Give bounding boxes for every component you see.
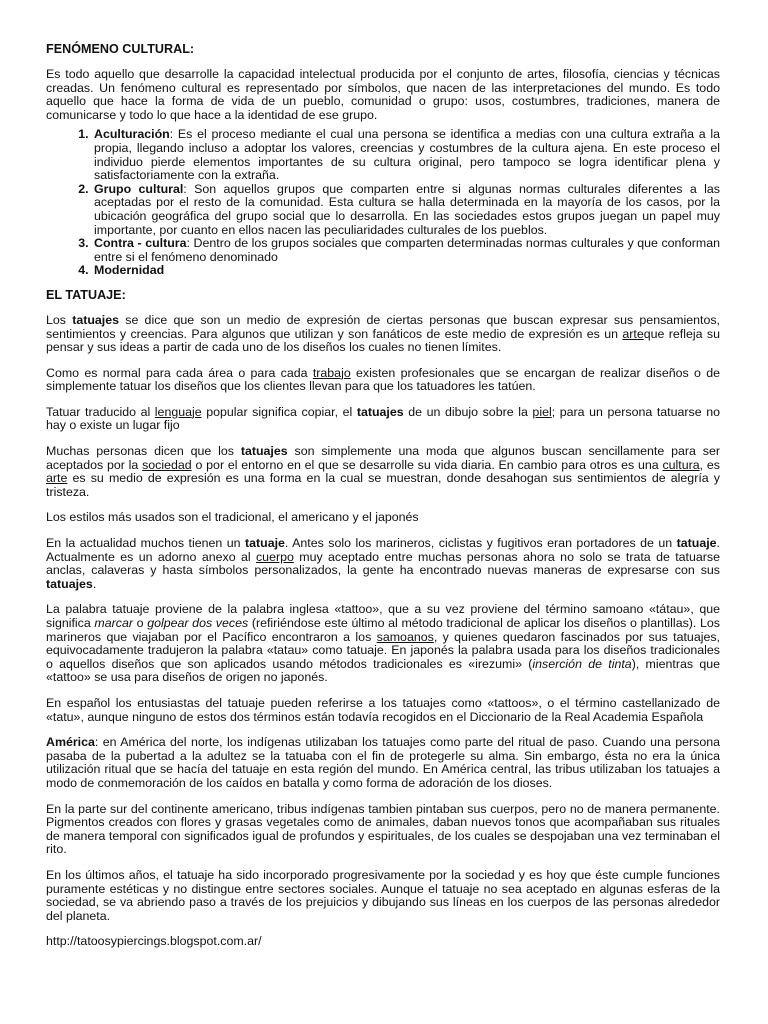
link-sociedad[interactable]: sociedad	[142, 457, 192, 472]
link-lenguaje[interactable]: lenguaje	[154, 404, 202, 419]
link-piel[interactable]: piel	[532, 404, 552, 419]
list-item	[92, 183, 720, 237]
text-run: . Antes solo los marineros, ciclistas y fugitivos eran portadores de un	[284, 536, 677, 551]
paragraph-2	[46, 367, 720, 394]
text-run: Los	[46, 312, 73, 327]
text-run: es su medio de expresión es una forma en la cual se muestran, donde desahogan sus sentimientos de alegría y tristeza.	[46, 471, 720, 499]
definition-list	[46, 128, 720, 278]
bold-term: América	[46, 735, 95, 750]
text-run: : en América del norte, los indígenas utilizaban los tatuajes como parte del ritual de paso. Cuando una persona pasaba de la pubertad a la adultez se la tatuaba con el fin de protegerle su alma. Sin embargo, ésta no era la única utilización ritual que se hacía del tatuaje en esta región del mundo. En América central, las tribus utilizaban los tatuajes a modo de conmemoración de los caídos en batalla y como forma de adoración de los dioses.	[46, 735, 720, 790]
text-run: ; para un persona tatuarse no hay o existe un lugar fijo	[46, 404, 720, 433]
section-title-el-tatuaje: EL TATUAJE:	[46, 287, 126, 302]
bold-term: tatuajes	[356, 404, 404, 419]
paragraph-4	[46, 445, 720, 499]
paragraph-11: En los últimos años, el tatuaje ha sido incorporado progresivamente por la sociedad y es hoy que éste cumple funciones puramente estéticas y no distingue entre sectores sociales. Aunque el tatuaje no sea aceptado en algunas esferas de la sociedad, se va abriendo paso a través de los prejuicios y dibujando sus líneas en los cuerpos de las personas alrededor del planeta.	[46, 867, 720, 923]
list-term: Modernidad	[94, 263, 165, 278]
section-title-fenomeno-cultural: FENÓMENO CULTURAL:	[46, 42, 195, 56]
text-run: de un dibujo sobre la	[403, 404, 533, 419]
paragraph-8: En español los entusiastas del tatuaje pueden referirse a los tatuajes como «tattoos», o el término castellanizado de «tatu», aunque ninguno de estos dos términos están todavía recogidos en el Diccionario de la Real Academia Española	[46, 695, 720, 724]
bold-term: tatuajes	[240, 444, 288, 459]
text-run: , es	[699, 457, 720, 472]
list-text: : Dentro de los grupos sociales que comparten determinadas normas culturales y que conforman entre si el fenómeno denominado	[94, 236, 721, 264]
link-arte-2[interactable]: arte	[46, 471, 68, 486]
text-run: popular significa copiar, el	[201, 404, 357, 419]
source-link[interactable]: http://tatoosypiercings.blogspot.com.ar/	[46, 934, 262, 949]
text-run: se dice que son un medio de expresión de ciertas personas que buscan expresar sus pensamientos, sentimientos y creencias. Para algunos que utilizan y son fanáticos de este medio de expresión es un	[46, 312, 720, 341]
list-item	[92, 128, 720, 182]
link-cuerpo[interactable]: cuerpo	[255, 549, 294, 564]
list-term: Grupo cultural	[94, 181, 184, 196]
paragraph-9	[46, 736, 720, 790]
list-term: Contra - cultura	[94, 236, 187, 251]
text-run: Como es normal para cada área o para cada	[46, 365, 313, 380]
bold-term: tatuajes	[72, 312, 120, 327]
list-text: : Es el proceso mediante el cual una persona se identifica a medias con una cultura extraña a la propia, llegando incluso a adoptar los valores, creencias y costumbres de la cultura ajena. En este proceso el individuo pierde elementos importantes de su cultura original, pero tampoco se logra identificar plena y satisfactoriamente con la extraña.	[94, 127, 720, 183]
italic-term: golpear dos veces	[147, 616, 249, 630]
paragraph-10: En la parte sur del continente americano, tribus indígenas tambien pintaban sus cuerpos, pero no de manera permanente. Pigmentos creados con flores y grasas vegetales como de animales, daban nuevos tonos que acompañaban sus rituales de manera temporal con significados igual de profundos y espirituales, de los cuales se despojaban una vez terminaban el rito.	[46, 801, 720, 857]
text-run: Muchas personas dicen que los	[46, 444, 241, 459]
paragraph-7	[46, 603, 720, 685]
paragraph-intro: Es todo aquello que desarrolle la capacidad intelectual producida por el conjunto de artes, filosofía, ciencias y técnicas creadas. Un fenómeno cultural es representado por símbolos, que nacen de las interpretaciones del mundo. Es todo aquello que hace la forma de vida de un pueblo, comunidad o grupo: usos, costumbres, tradiciones, manera de comunicarse y todo lo que hace a la identidad de ese grupo.	[46, 67, 720, 122]
text-run: En la actualidad muchos tienen un	[46, 536, 245, 551]
text-run: o	[132, 616, 148, 630]
text-run: existen profesionales que se encargan de realizar diseños o de simplemente tatuar los diseños que los clientes llevan para que los tatuadores les tatúen.	[46, 365, 720, 394]
italic-term: marcar	[94, 616, 133, 630]
bold-term: tatuaje	[244, 536, 285, 551]
link-cultura[interactable]: cultura	[662, 457, 700, 472]
paragraph-1	[46, 314, 720, 355]
text-run: son simplemente una moda que algunos buscan sencillamente para ser aceptados por la	[46, 444, 720, 472]
paragraph-5: Los estilos más usados son el tradicional, el americano y el japonés	[46, 510, 419, 525]
text-run: . Actualmente es un adorno anexo al	[46, 536, 720, 564]
list-text: : Son aquellos grupos que comparten entre si algunas normas culturales diferentes a las aceptadas por el resto de la comunidad. Esta cultura se halla determinada en la mayoría de los casos, por la ubicación geográfica del grupo social que lo desarrolla. En las sociedades estos grupos juegan un papel muy importante, por cuanto en ellos nacen las peculiaridades culturales de los pueblos.	[94, 181, 720, 237]
text-run: La palabra tatuaje proviene de la palabra inglesa «tattoo», que a su vez proviene del término samoano «tátau», que significa	[46, 602, 720, 630]
text-run: ), mientras que «tattoo» se usa para diseños de origen no japonés.	[46, 656, 720, 685]
list-item	[92, 237, 720, 264]
text-run: que refleja su pensar y sus ideas a partir de cada uno de los diseños los cuales no tienen límites.	[46, 326, 720, 355]
text-run: .	[92, 576, 97, 591]
link-trabajo[interactable]: trabajo	[312, 365, 351, 380]
bold-term: tatuaje	[676, 536, 717, 551]
italic-term: inserción de tinta	[532, 656, 632, 671]
list-item	[92, 264, 720, 278]
text-run: muy aceptado entre muchas personas ahora no solo se trata de tatuarse anclas, calaveras y hasta símbolos personalizados, la gente ha encontrado nuevas maneras de expresarse con sus	[46, 549, 720, 578]
text-run: , y quienes quedaron fascinados por sus tatuajes, equivocadamente tradujeron la palabra «tatau» como tatuaje. En japonés la palabra usada para los diseños tradicionales o aquellos diseños que son aplicados usando métodos tradicionales es «irezumi» (	[46, 629, 720, 671]
text-run: Tatuar traducido al	[46, 404, 155, 419]
paragraph-6	[46, 537, 720, 591]
bold-term: tatuajes	[46, 576, 93, 591]
list-term: Aculturación	[94, 127, 170, 142]
text-run: (refiriéndose este último al método tradicional de aplicar los diseños o plantillas). Los marineros que viajaban por el Pacífico encontraron a los	[46, 616, 720, 644]
paragraph-3	[46, 406, 720, 433]
link-samoanos[interactable]: samoanos	[376, 629, 434, 644]
text-run: o por el entorno en el que se desarrolle su vida diaria. En cambio para otros es una	[191, 457, 663, 472]
link-arte[interactable]: arte	[622, 326, 644, 341]
